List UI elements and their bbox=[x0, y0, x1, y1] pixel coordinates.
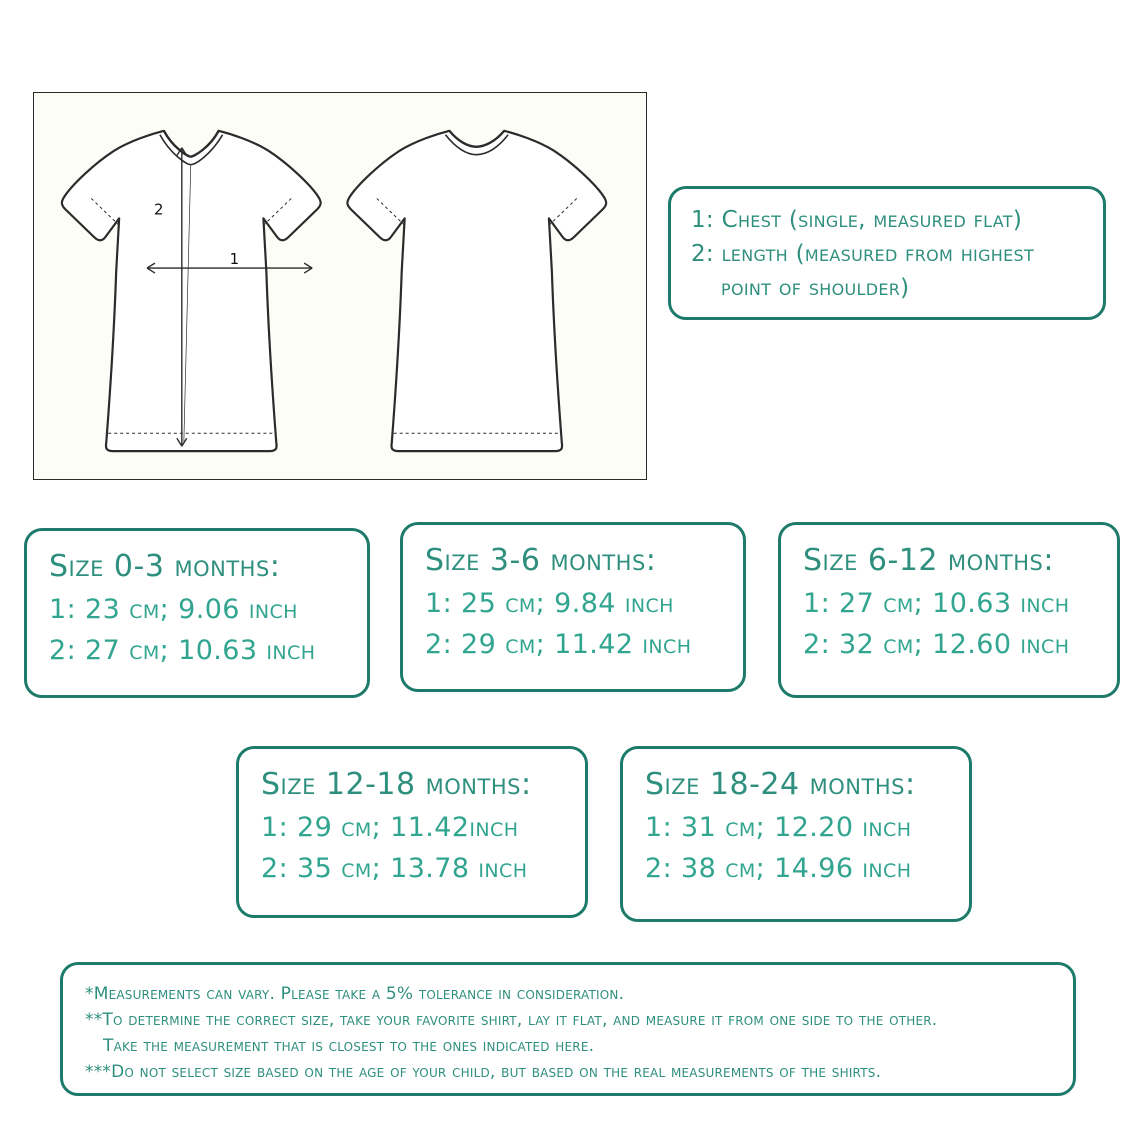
legend-line-chest: 1: Chest (single, measured flat) bbox=[691, 207, 1023, 233]
size-card-title: Size 6-12 months: bbox=[803, 543, 1054, 578]
note-age-warning: ***Do not select size based on the age of your child, but based on the real measurements of the shirts. bbox=[85, 1062, 882, 1082]
legend-line-length: 2: length (measured from highest bbox=[691, 241, 1035, 267]
size-card-length: 2: 29 cm; 11.42 inch bbox=[425, 629, 692, 660]
size-card-6-12-months bbox=[778, 522, 1120, 698]
size-card-18-24-months bbox=[620, 746, 972, 922]
shirt-illustration-panel bbox=[33, 92, 647, 480]
notes-box bbox=[60, 962, 1076, 1096]
note-tolerance: *Measurements can vary. Please take a 5% tolerance in consideration. bbox=[85, 984, 625, 1004]
size-card-chest: 1: 29 cm; 11.42inch bbox=[261, 812, 519, 843]
size-card-title: Size 18-24 months: bbox=[645, 767, 916, 802]
size-card-12-18-months bbox=[236, 746, 588, 918]
size-card-0-3-months bbox=[24, 528, 370, 698]
size-card-title: Size 3-6 months: bbox=[425, 543, 657, 578]
size-card-length: 2: 27 cm; 10.63 inch bbox=[49, 635, 316, 666]
shirt-diagram bbox=[34, 93, 646, 479]
size-card-title: Size 12-18 months: bbox=[261, 767, 532, 802]
legend-line-length-cont: point of shoulder) bbox=[721, 275, 910, 301]
note-measure-method-cont: Take the measurement that is closest to the ones indicated here. bbox=[103, 1036, 595, 1056]
shirt-front-outline bbox=[62, 131, 321, 451]
size-card-title: Size 0-3 months: bbox=[49, 549, 281, 584]
size-card-length: 2: 35 cm; 13.78 inch bbox=[261, 853, 528, 884]
length-measure-label: 2 bbox=[153, 200, 164, 219]
size-card-chest: 1: 31 cm; 12.20 inch bbox=[645, 812, 912, 843]
shirt-back-outline bbox=[347, 131, 606, 451]
note-measure-method: **To determine the correct size, take your favorite shirt, lay it flat, and measure it from one side to the other. bbox=[85, 1010, 938, 1030]
size-card-length: 2: 32 cm; 12.60 inch bbox=[803, 629, 1070, 660]
size-card-length: 2: 38 cm; 14.96 inch bbox=[645, 853, 912, 884]
size-card-3-6-months bbox=[400, 522, 746, 692]
size-card-chest: 1: 25 cm; 9.84 inch bbox=[425, 588, 674, 619]
size-card-chest: 1: 27 cm; 10.63 inch bbox=[803, 588, 1070, 619]
legend-box bbox=[668, 186, 1106, 320]
chest-measure-label: 1 bbox=[229, 250, 240, 269]
size-card-chest: 1: 23 cm; 9.06 inch bbox=[49, 594, 298, 625]
